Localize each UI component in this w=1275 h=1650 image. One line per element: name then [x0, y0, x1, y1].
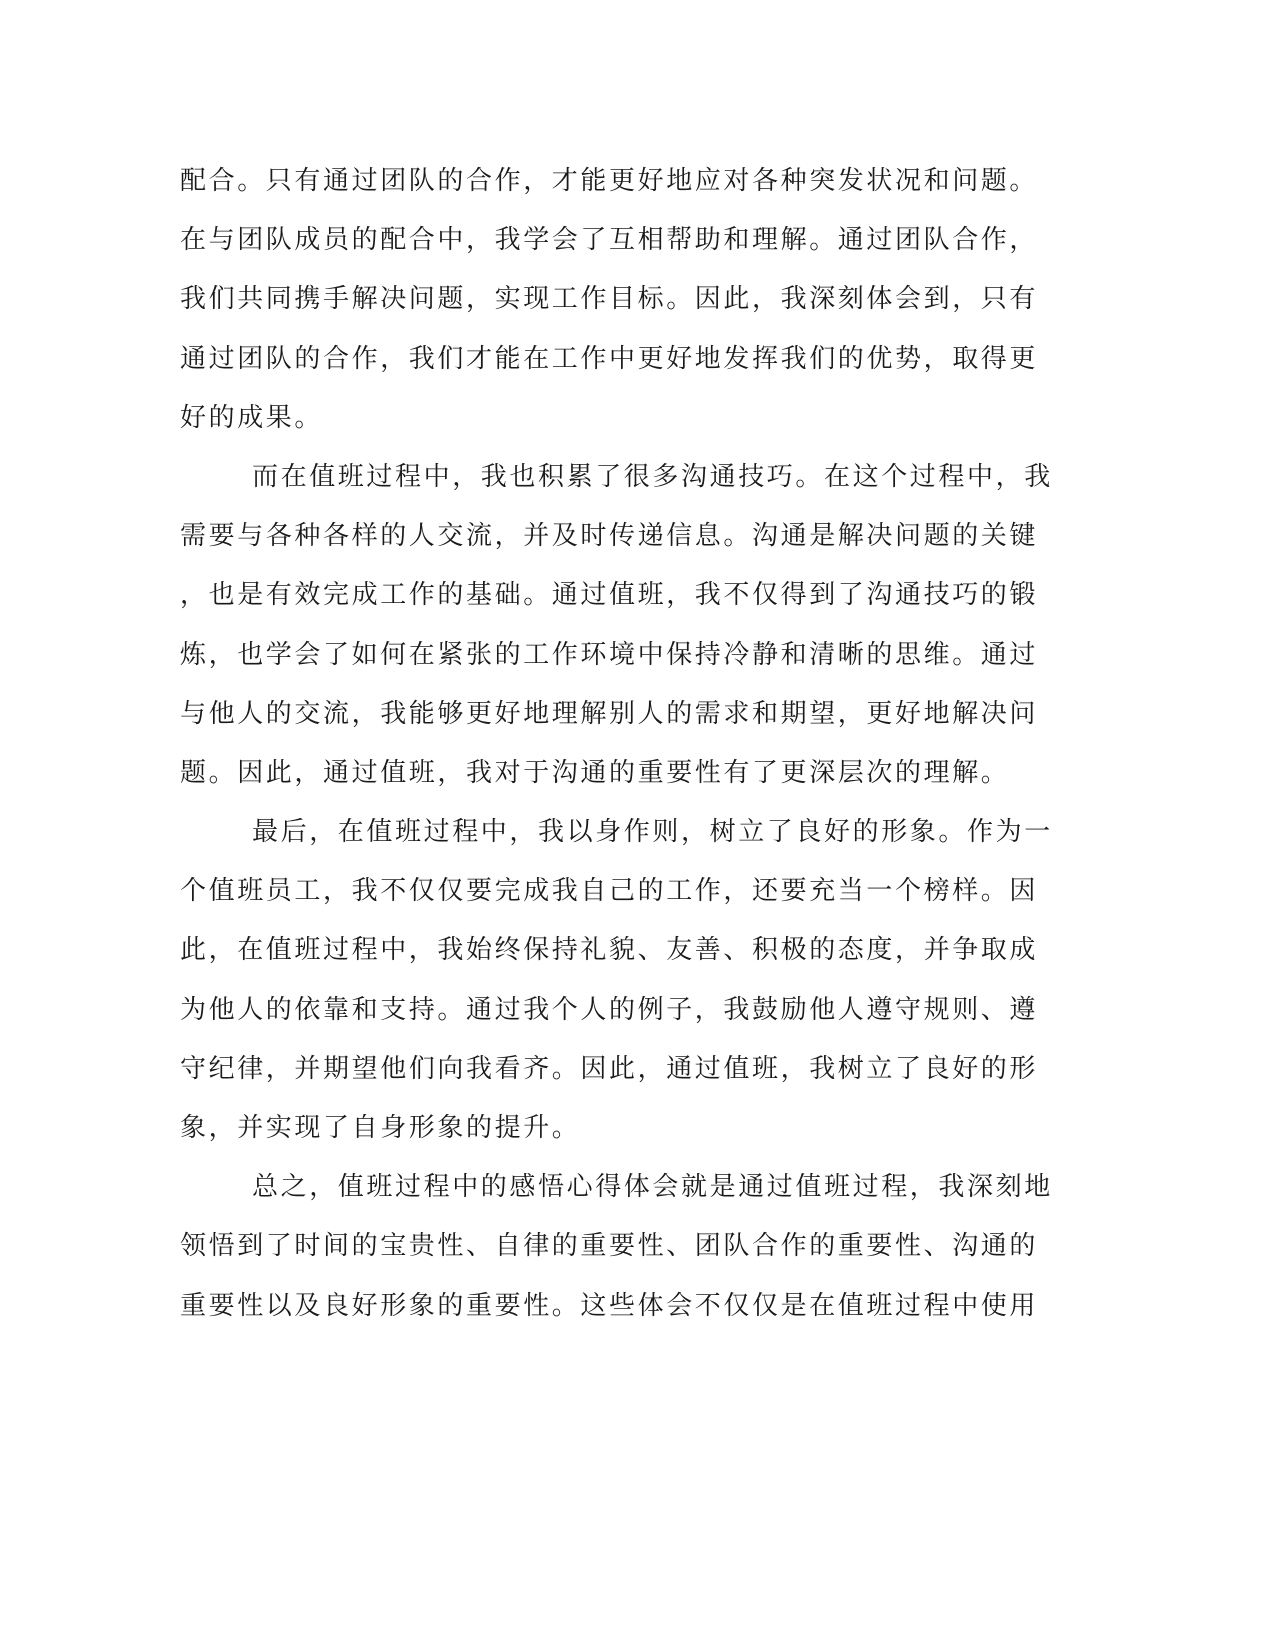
text-line: 为他人的依靠和支持。通过我个人的例子，我鼓励他人遵守规则、遵	[180, 994, 1039, 1025]
body-text	[180, 152, 1053, 1336]
text-line: 我们共同携手解决问题，实现工作目标。因此，我深刻体会到，只有	[180, 284, 1039, 315]
text-line: 个值班员工，我不仅仅要完成我自己的工作，还要充当一个榜样。因	[180, 876, 1039, 907]
text-line: 最后，在值班过程中，我以身作则，树立了良好的形象。作为一	[252, 817, 1053, 848]
text-line: 与他人的交流，我能够更好地理解别人的需求和期望，更好地解决问	[180, 698, 1039, 729]
text-line: 在与团队成员的配合中，我学会了互相帮助和理解。通过团队合作，	[180, 225, 1039, 256]
text-line: 领悟到了时间的宝贵性、自律的重要性、团队合作的重要性、沟通的	[180, 1231, 1039, 1262]
text-line: 重要性以及良好形象的重要性。这些体会不仅仅是在值班过程中使用	[180, 1290, 1039, 1321]
text-line: ，也是有效完成工作的基础。通过值班，我不仅得到了沟通技巧的锻	[180, 580, 1039, 611]
text-line: 象，并实现了自身形象的提升。	[180, 1113, 581, 1143]
text-line: 需要与各种各样的人交流，并及时传递信息。沟通是解决问题的关键	[180, 521, 1039, 552]
text-line: 配合。只有通过团队的合作，才能更好地应对各种突发状况和问题。	[180, 166, 1039, 196]
text-line: 总之，值班过程中的感悟心得体会就是通过值班过程，我深刻地	[252, 1172, 1053, 1203]
text-line: 而在值班过程中，我也积累了很多沟通技巧。在这个过程中，我	[252, 461, 1053, 492]
text-line: 炼，也学会了如何在紧张的工作环境中保持冷静和清晰的思维。通过	[180, 639, 1039, 670]
text-line: 守纪律，并期望他们向我看齐。因此，通过值班，我树立了良好的形	[180, 1053, 1039, 1084]
text-line: 好的成果。	[180, 402, 324, 433]
text-line: 题。因此，通过值班，我对于沟通的重要性有了更深层次的理解。	[180, 757, 1010, 788]
text-line: 此，在值班过程中，我始终保持礼貌、友善、积极的态度，并争取成	[180, 935, 1039, 966]
text-line: 通过团队的合作，我们才能在工作中更好地发挥我们的优势，取得更	[180, 343, 1039, 374]
